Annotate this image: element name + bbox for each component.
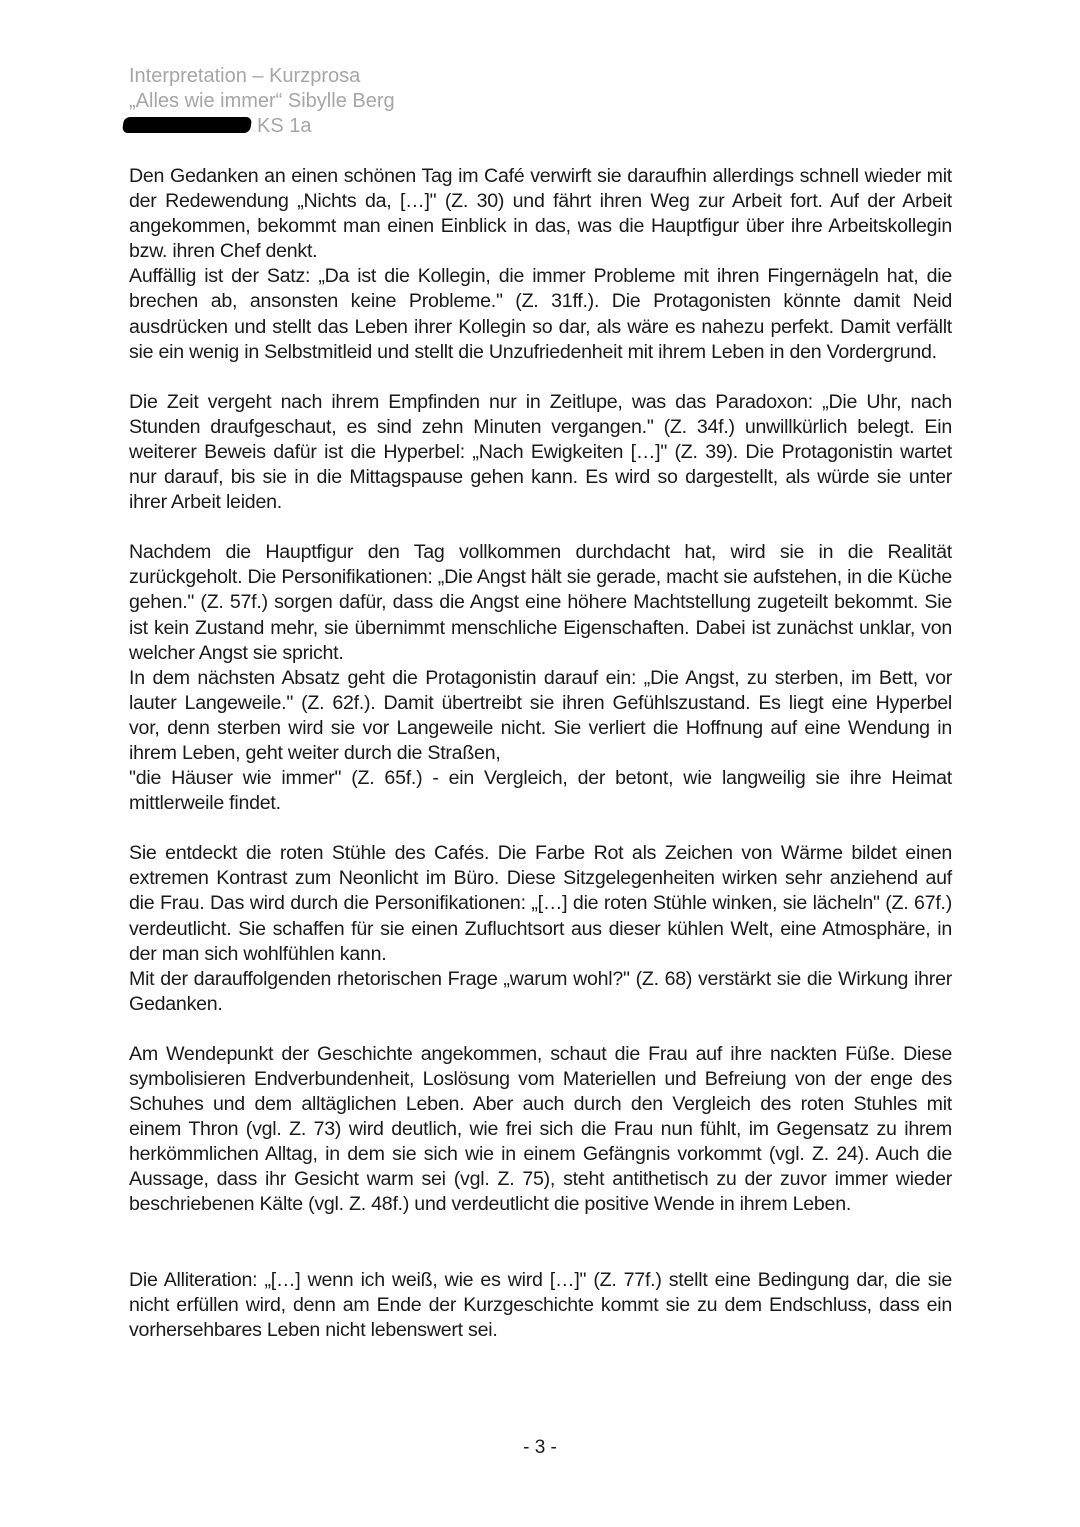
paragraph: "die Häuser wie immer" (Z. 65f.) - ein Vergleich, der betont, wie langweilig sie ihre Heimat mittlerweile findet. [129, 767, 952, 815]
paragraph: Den Gedanken an einen schönen Tag im Café verwirft sie daraufhin allerdings schnell wieder mit der Redewendung „Nichts da, […]" (Z. 30) und fährt ihren Weg zur Arbeit fort. Auf der Arbeit angekommen, bekommt man einen Einblick in das, was die Hauptfigur über ihre Arbeitskollegin bzw. ihren Chef denkt. [129, 165, 952, 263]
paragraph: Die Zeit vergeht nach ihrem Empfinden nur in Zeitlupe, was das Paradoxon: „Die Uhr, nach Stunden draufgeschaut, es sind zehn Minuten vergangen." (Z. 34f.) unwillkürlich belegt. Ein weiterer Beweis dafür ist die Hyperbel: „Nach Ewigkeiten […]" (Z. 39). Die Protagonistin wartet nur darauf, bis sie in die Mittagspause gehen kann. Es wird so dargestellt, als würde sie unter ihrer Arbeit leiden. [129, 390, 952, 514]
header-title: Interpretation – Kurzprosa [129, 65, 361, 87]
paragraph: Mit der darauffolgenden rhetorischen Frage „warum wohl?" (Z. 68) verstärkt sie die Wirkung ihrer Gedanken. [129, 967, 952, 1015]
paragraph-spacer [129, 365, 952, 390]
header-class: KS 1a [257, 115, 312, 137]
paragraph-spacer [129, 1017, 952, 1042]
document-body [129, 164, 952, 1343]
paragraph: Sie entdeckt die roten Stühle des Cafés. Die Farbe Rot als Zeichen von Wärme bildet einen extremen Kontrast zum Neonlicht im Büro. Diese Sitzgelegenheiten wirken sehr anziehend auf die Frau. Das wird durch die Personifikationen: „[…] die roten Stühle winken, sie lächeln" (Z. 67f.) verdeutlicht. Sie schaffen für sie einen Zufluchtsort aus dieser kühlen Welt, eine Atmosphäre, in der man sich wohlfühlen kann. [129, 842, 952, 965]
redacted-name [122, 117, 252, 133]
paragraph: Am Wendepunkt der Geschichte angekommen, schaut die Frau auf ihre nackten Füße. Diese symbolisieren Endverbundenheit, Loslösung vom Materiellen und Befreiung von der enge des Schuhes und dem alltäglichen Leben. Aber auch durch den Vergleich des roten Stuhles mit einem Thron (vgl. Z. 73) wird deutlich, wie frei sich die Frau nun fühlt, im Gegensatz zu ihrem herkömmlichen Alltag, in dem sie sich wie in einem Gefängnis vorkommt (vgl. Z. 24). Auch die Aussage, dass ihr Gesicht warm sei (vgl. Z. 75), steht antithetisch zu der zuvor immer wieder beschriebenen Kälte (vgl. Z. 48f.) und verdeutlicht die positive Wende in ihrem Leben. [129, 1042, 952, 1216]
paragraph: Die Alliteration: „[…] wenn ich weiß, wie es wird […]" (Z. 77f.) stellt eine Bedingung dar, die sie nicht erfüllen wird, denn am Ende der Kurzgeschichte kommt sie zu dem Endschluss, dass ein vorhersehbares Leben nicht lebenswert sei. [129, 1268, 952, 1341]
page-header [129, 64, 629, 139]
header-subtitle: „Alles wie immer“ Sibylle Berg [129, 90, 395, 112]
paragraph-spacer [129, 816, 952, 841]
page-number: - 3 - [523, 1437, 557, 1458]
paragraph-spacer [129, 1218, 952, 1268]
paragraph: In dem nächsten Absatz geht die Protagonistin darauf ein: „Die Angst, zu sterben, im Bett, vor lauter Langeweile." (Z. 62f.). Damit übertreibt sie ihren Gefühlszustand. Es liegt eine Hyperbel vor, denn sterben wird sie vor Langeweile nicht. Sie verliert die Hoffnung auf eine Wendung in ihrem Leben, geht weiter durch die Straßen, [129, 666, 952, 764]
paragraph-spacer [129, 515, 952, 540]
header-author-line [129, 114, 629, 139]
paragraph: Nachdem die Hauptfigur den Tag vollkommen durchdacht hat, wird sie in die Realität zurückgeholt. Die Personifikationen: „Die Angst hält sie gerade, macht sie aufstehen, in die Küche gehen." (Z. 57f.) sorgen dafür, dass die Angst eine höhere Machtstellung zugeteilt bekommt. Sie ist kein Zustand mehr, sie übernimmt menschliche Eigenschaften. Dabei ist zunächst unklar, von welcher Angst sie spricht. [129, 541, 952, 664]
paragraph: Auffällig ist der Satz: „Da ist die Kollegin, die immer Probleme mit ihren Fingernägeln hat, die brechen ab, ansonsten keine Probleme." (Z. 31ff.). Die Protagonisten könnte damit Neid ausdrücken und stellt das Leben ihrer Kollegin so dar, als wäre es nahezu perfekt. Damit verfällt sie ein wenig in Selbstmitleid und stellt die Unzufriedenheit mit ihrem Leben in den Vordergrund. [129, 265, 952, 363]
